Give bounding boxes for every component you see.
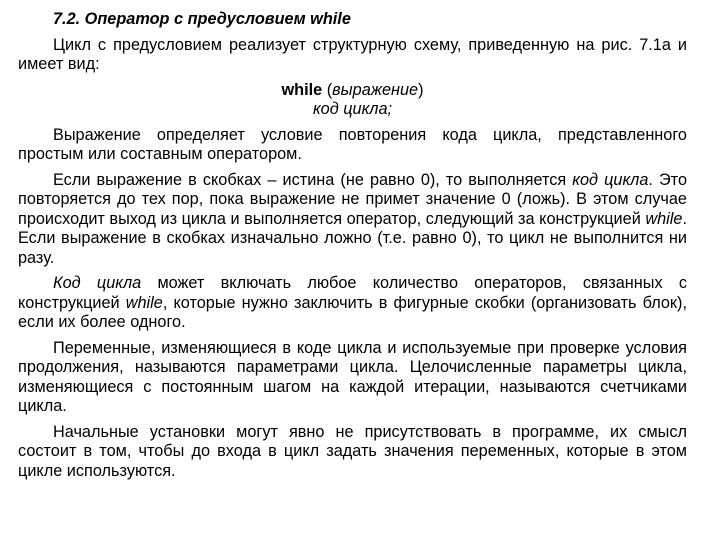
- text-run: , которые нужно заключить в фигурные скобки (организовать блок), если их более одного.: [18, 293, 687, 331]
- paragraph-loop-body: [18, 274, 687, 333]
- italic-term: Код цикла: [53, 274, 142, 292]
- paragraph-parameters: Переменные, изменяющиеся в коде цикла и используемые при проверке условия продолжения, называются параметрами цикла. Целочисленные параметры цикла, изменяющиеся с постоянным шагом на каждой итерации, называются счетчиками цикла.: [18, 338, 687, 415]
- code-block: [18, 81, 687, 120]
- paragraph-initial-settings: Начальные установки могут явно не присутствовать в программе, их смысл состоит в том, чтобы до входа в цикл задать значения переменных, которые в этом цикле используются.: [18, 422, 687, 480]
- italic-term: код цикла: [572, 170, 649, 189]
- paragraph-expression: Выражение определяет условие повторения кода цикла, представленного простым или составным оператором.: [18, 125, 687, 163]
- paragraph-condition: [18, 171, 687, 269]
- code-paren-close: ): [418, 80, 424, 99]
- code-paren-open: (: [322, 80, 333, 99]
- code-expression: выражение: [332, 80, 419, 99]
- italic-term: while: [125, 293, 163, 312]
- paragraph-intro: Цикл с предусловием реализует структурную схему, приведенную на рис. 7.1а и имеет вид:: [18, 35, 687, 73]
- text-run: Если выражение в скобках – истина (не равно 0), то выполняется: [53, 170, 573, 189]
- section-heading: 7.2. Оператор с предусловием while: [53, 10, 351, 28]
- document-page: [18, 10, 687, 487]
- code-line-condition: [18, 81, 687, 101]
- code-line-body: код цикла;: [312, 100, 393, 118]
- italic-term: while: [645, 209, 683, 228]
- text-run: . Это повторяется до тех пор, пока выражение не примет значение 0 (ложь). В этом случае происходит выход из цикла и выполняется оператор, следующий за конструкцией: [18, 170, 688, 228]
- text-run: может включать любое количество операторов, связанных с конструкцией: [18, 274, 687, 312]
- text-run: . Если выражение в скобках изначально ложно (т.е. равно 0), то цикл не выполнится ни разу.: [18, 209, 687, 267]
- code-keyword: while: [281, 80, 323, 99]
